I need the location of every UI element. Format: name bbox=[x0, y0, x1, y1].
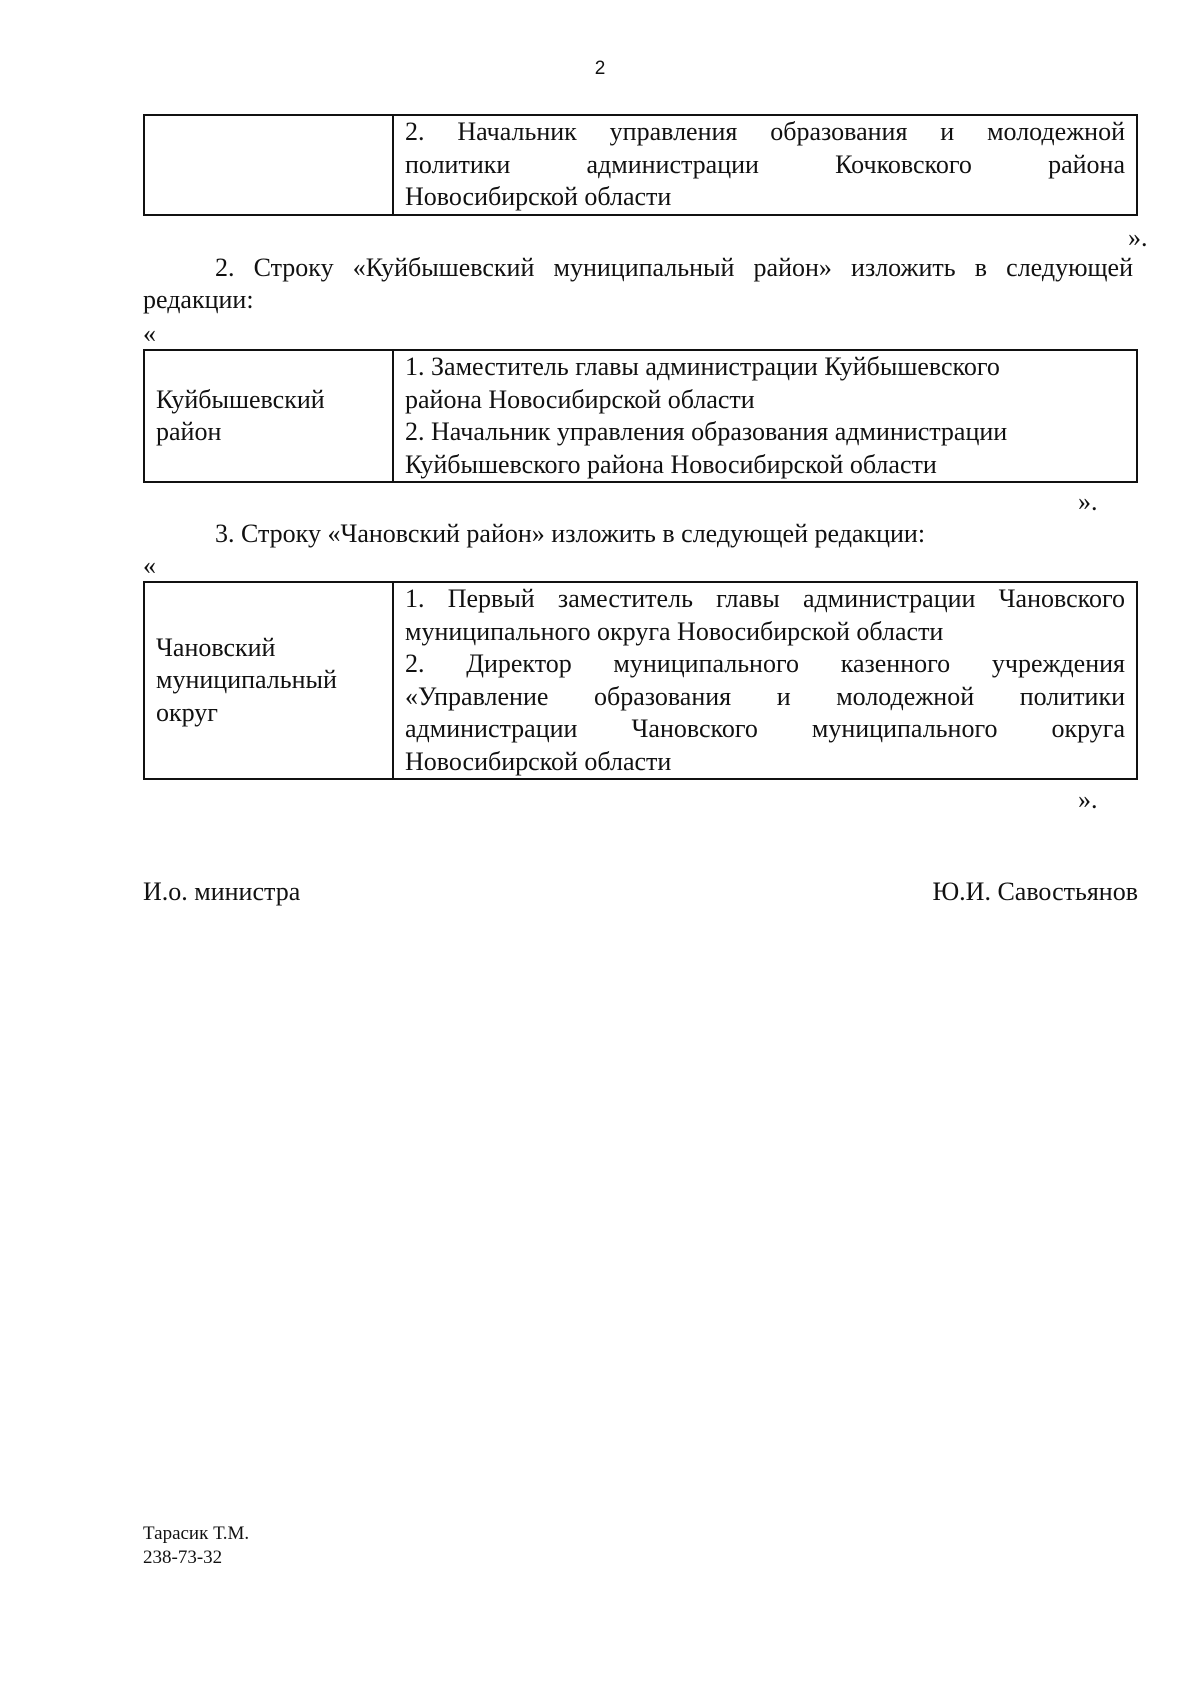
district-name-line: округ bbox=[156, 697, 218, 727]
officials-line: 2. Директор муниципального казенного учреждения bbox=[405, 649, 1125, 678]
officials-cell bbox=[393, 582, 1137, 779]
opening-quote-3: « bbox=[143, 551, 156, 580]
page-number: 2 bbox=[594, 58, 606, 79]
signature-position: И.о. министра bbox=[143, 877, 301, 906]
paragraph-2 bbox=[143, 252, 1133, 316]
officials-cell bbox=[393, 115, 1137, 215]
district-cell bbox=[144, 115, 393, 215]
executor-name: Тарасик Т.М. bbox=[143, 1523, 250, 1544]
officials-line: 2. Начальник управления образования администрации bbox=[405, 417, 1008, 446]
officials-line: 1. Первый заместитель главы администрации Чановского bbox=[405, 584, 1125, 613]
closing-quote-3: ». bbox=[1078, 785, 1098, 814]
officials-line: 2. Начальник управления образования и молодежной bbox=[405, 117, 1125, 146]
table-row bbox=[144, 115, 1137, 215]
opening-quote-2: « bbox=[143, 319, 156, 348]
district-cell bbox=[144, 582, 393, 779]
district-name-line: район bbox=[156, 417, 222, 446]
officials-line: Новосибирской области bbox=[405, 182, 672, 211]
paragraph-3: 3. Строку «Чановский район» изложить в следующей редакции: bbox=[215, 519, 926, 548]
table-row bbox=[144, 582, 1137, 779]
district-name-line: Чановский bbox=[156, 632, 276, 662]
officials-line: муниципального округа Новосибирской области bbox=[405, 616, 944, 646]
paragraph-2-line-2: редакции: bbox=[143, 285, 254, 314]
district-name-line: муниципальный bbox=[156, 665, 337, 695]
paragraph-2-line-1: 2. Строку «Куйбышевский муниципальный район» изложить в следующей bbox=[215, 253, 1133, 282]
officials-cell bbox=[393, 350, 1137, 482]
table-kuibyshevsky-row bbox=[143, 349, 1138, 483]
district-name-line: Куйбышевский bbox=[156, 384, 325, 414]
officials-line: Куйбышевского района Новосибирской области bbox=[405, 449, 937, 479]
officials-line: 1. Заместитель главы администрации Куйбышевского bbox=[405, 352, 1000, 381]
officials-line: «Управление образования и молодежной политики bbox=[405, 681, 1125, 711]
closing-quote-1: ». bbox=[1128, 223, 1148, 252]
officials-line: района Новосибирской области bbox=[405, 384, 755, 414]
table-chanovsky-row bbox=[143, 581, 1138, 780]
officials-line: Новосибирской области bbox=[405, 746, 672, 776]
table-row bbox=[144, 350, 1137, 482]
district-cell bbox=[144, 350, 393, 482]
table-kochkovsky-row bbox=[143, 114, 1138, 216]
signature-name: Ю.И. Савостьянов bbox=[932, 877, 1138, 906]
officials-line: администрации Чановского муниципального округа bbox=[405, 714, 1125, 743]
executor-phone: 238-73-32 bbox=[143, 1547, 223, 1568]
closing-quote-2: ». bbox=[1078, 487, 1098, 516]
officials-line: политики администрации Кочковского района bbox=[405, 149, 1125, 179]
